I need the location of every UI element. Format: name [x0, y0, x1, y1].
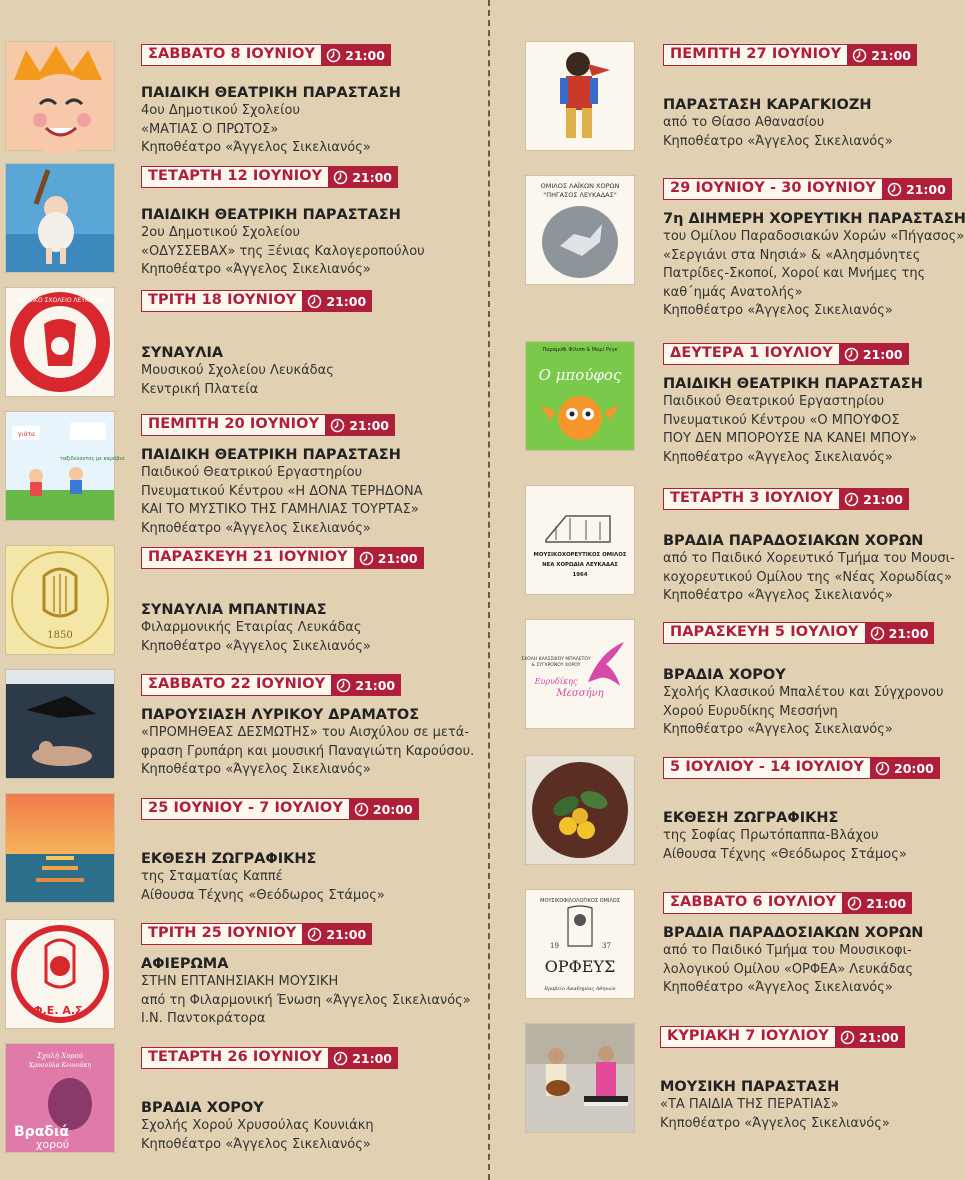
thumb-prometheus-eagle [6, 670, 114, 778]
event-date: ΚΥΡΙΑΚΗ 7 ΙΟΥΛΙΟΥ [660, 1026, 836, 1048]
date-badge [141, 798, 419, 820]
event-left-5 [141, 673, 474, 780]
event-time: 21:00 [345, 47, 385, 63]
event-date: ΣΑΒΒΑΤΟ 22 ΙΟΥΝΙΟΥ [141, 674, 332, 696]
thumb-ballet-text-4: Μεσσήνη [556, 688, 604, 699]
event-time: 21:00 [866, 895, 907, 911]
event-line: Χορού Ευρυδίκης Μεσσήνη [663, 703, 838, 719]
thumb-orfeas-text-5: Βραβείο Ακαδημίας Αθηνών [544, 986, 616, 992]
date-badge [141, 414, 395, 436]
clock-icon [852, 48, 867, 63]
event-left-1 [141, 165, 425, 280]
event-title: ΑΦΙΕΡΩΜΑ [141, 956, 229, 972]
event-date: ΣΑΒΒΑΤΟ 6 ΙΟΥΛΙΟΥ [663, 892, 843, 914]
date-badge [663, 343, 909, 365]
event-date: 5 ΙΟΥΛΙΟΥ - 14 ΙΟΥΛΙΟΥ [663, 757, 871, 779]
event-line: Πνευματικού Κέντρου «Η ΔΟΝΑ ΤΕΡΗΔΟΝΑ [141, 483, 423, 499]
clock-icon [326, 48, 341, 63]
event-line: Κηποθέατρο «Άγγελος Σικελιανός» [141, 762, 371, 777]
event-time: 20:00 [894, 760, 934, 776]
thumb-boufos-text-1: Παραμύθι Φίλιππ & Μαρί Ρεγκ [542, 347, 618, 353]
event-line: Κηποθέατρο «Άγγελος Σικελιανός» [663, 980, 893, 995]
event-line: Κηποθέατρο «Άγγελος Σικελιανός» [141, 140, 371, 155]
event-date: 29 ΙΟΥΝΙΟΥ - 30 ΙΟΥΝΙΟΥ [663, 178, 883, 200]
thumb-nea-choir-logo [526, 486, 634, 594]
event-time: 21:00 [326, 293, 367, 309]
event-line: φραση Γρυπάρη και μουσική Παναγιώτη Καρούσου. [141, 743, 475, 759]
event-time: 21:00 [858, 1029, 899, 1045]
event-time-badge [329, 166, 398, 188]
event-right-7 [660, 1025, 905, 1133]
event-line: καθ΄ημάς Ανατολής» [663, 284, 803, 300]
event-date: ΤΡΙΤΗ 18 ΙΟΥΝΙΟΥ [141, 290, 303, 312]
event-line: «ΟΔΥΣΣΕΒΑΧ» της Ξένιας Καλογεροπούλου [141, 243, 425, 259]
event-line: ΣΤΗΝ ΕΠΤΑΝΗΣΙΑΚΗ ΜΟΥΣΙΚΗ [141, 974, 339, 989]
event-title: ΒΡΑΔΙΑ ΠΑΡΑΔΟΣΙΑΚΩΝ ΧΟΡΩΝ [663, 925, 924, 941]
event-time-badge [329, 1047, 398, 1069]
thumb-boufos-title: Ο μπούφος [538, 366, 622, 384]
event-line: της Σοφίας Πρωτόπαππα-Βλάχου [663, 828, 879, 843]
event-time-badge [303, 923, 372, 945]
column-divider [488, 0, 490, 1180]
event-time-badge [866, 622, 935, 644]
clock-icon [847, 896, 862, 911]
event-title: ΒΡΑΔΙΑ ΠΑΡΑΔΟΣΙΑΚΩΝ ΧΟΡΩΝ [663, 533, 924, 549]
thumb-sunset-painting [6, 794, 114, 902]
event-right-4 [663, 621, 943, 740]
event-line: Κηποθέατρο «Άγγελος Σικελιανός» [141, 262, 371, 277]
thumb-dance-text-4: χορού [36, 1138, 70, 1151]
event-line: από το Παιδικό Χορευτικό Τμήμα του Μουσι- [663, 551, 955, 566]
thumb-choir-text-2: ΝΕΑ ΧΟΡΩΔΙΑ ΛΕΥΚΑΔΑΣ [542, 562, 618, 568]
event-left-8 [141, 1046, 398, 1154]
thumb-crown-child [6, 42, 114, 150]
event-time-badge [840, 343, 909, 365]
event-date: ΔΕΥΤΕΡΑ 1 ΙΟΥΛΙΟΥ [663, 343, 840, 365]
clock-icon [333, 170, 348, 185]
thumb-orfeas-text-1: ΜΟΥΣΙΚΟΦΙΛΟΛΟΓΙΚΟΣ ΟΜΙΛΟΣ [540, 898, 620, 904]
event-line: Κηποθέατρο «Άγγελος Σικελιανός» [663, 133, 893, 149]
date-badge [663, 892, 912, 914]
clock-icon [887, 182, 902, 197]
clock-icon [336, 678, 351, 693]
event-line: «ΜΑΤΙΑΣ Ο ΠΡΩΤΟΣ» [141, 121, 279, 137]
event-time-badge [350, 798, 419, 820]
thumb-dance-text-2: Χρυσούλα Κουνιάκη [29, 1062, 91, 1069]
event-left-7 [141, 922, 471, 1029]
date-badge [663, 622, 934, 644]
event-line: κοχορευτικού Ομίλου της «Νέας Χορωδίας» [663, 569, 952, 585]
event-line: Παιδικού Θεατρικού Εργαστηρίου [663, 394, 885, 409]
event-line: Αίθουσα Τέχνης «Θεόδωρος Στάμος» [141, 887, 385, 903]
date-badge [141, 166, 398, 188]
event-line: Κηποθέατρο «Άγγελος Σικελιανός» [660, 1115, 890, 1131]
event-time: 21:00 [862, 346, 903, 362]
date-badge [660, 1026, 905, 1048]
event-time-badge [843, 892, 912, 914]
event-line: από τη Φιλαρμονική Ένωση «Άγγελος Σικελιανός» [141, 992, 471, 1008]
event-line: «ΤΑ ΠΑΙΔΙΑ ΤΗΣ ΠΕΡΑΤΙΑΣ» [660, 1097, 839, 1112]
event-time: 21:00 [906, 181, 946, 197]
event-right-2 [663, 342, 923, 467]
thumb-ballet-school-logo [521, 620, 634, 728]
thumb-boufos-book [526, 342, 634, 450]
event-time-badge [840, 488, 909, 510]
clock-icon [840, 1030, 855, 1045]
event-title: ΕΚΘΕΣΗ ΖΩΓΡΑΦΙΚΗΣ [663, 810, 839, 826]
event-time-badge [848, 44, 917, 66]
thumb-pegasus-text-2: "ΠΗΓΑΣΟΣ ΛΕΥΚΑΔΑΣ" [543, 191, 617, 199]
thumb-dance-text-1: Σχολή Χορού [36, 1052, 84, 1060]
clock-icon [844, 347, 859, 362]
date-badge [141, 923, 372, 945]
thumb-fe-text: Φ.Ε. Α.Σ. [33, 1004, 87, 1017]
thumb-dona-text-2: ταξιδεύοντας με καράβια [60, 456, 125, 462]
thumb-music-school-logo [6, 288, 114, 396]
event-title: ΠΑΙΔΙΚΗ ΘΕΑΤΡΙΚΗ ΠΑΡΑΣΤΑΣΗ [141, 447, 401, 463]
thumb-orfeas-text-2: 19 [550, 942, 559, 950]
event-left-0 [141, 43, 401, 158]
event-line: Αίθουσα Τέχνης «Θεόδωρος Στάμος» [663, 846, 907, 862]
clock-icon [307, 294, 322, 309]
event-line: Πνευματικού Κέντρου «Ο ΜΠΟΥΦΟΣ [663, 412, 900, 428]
event-line: Κηποθέατρο «Άγγελος Σικελιανός» [141, 520, 371, 536]
date-badge [663, 488, 909, 510]
event-date: ΠΑΡΑΣΚΕΥΗ 5 ΙΟΥΛΙΟΥ [663, 622, 866, 644]
event-left-2 [141, 289, 372, 399]
event-right-3 [663, 487, 955, 606]
event-right-6 [663, 891, 923, 998]
event-right-5 [663, 756, 940, 864]
event-line: ΠΟΥ ΔΕΝ ΜΠΟΡΟΥΣΕ ΝΑ ΚΑΝΕΙ ΜΠΟΥ» [663, 431, 918, 446]
event-time-badge [355, 547, 424, 569]
thumb-musicians-photo [526, 1024, 634, 1132]
thumb-dona-text-1: γιάτα [18, 431, 36, 438]
event-line: από το Παιδικό Τμήμα του Μουσικοφι- [663, 943, 912, 958]
thumb-orfeas-logo [526, 890, 634, 998]
event-title: ΣΥΝΑΥΛΙΑ [141, 345, 224, 361]
event-line: Παιδικού Θεατρικού Εργαστηρίου [141, 465, 363, 480]
event-date: ΤΕΤΑΡΤΗ 26 ΙΟΥΝΙΟΥ [141, 1047, 329, 1069]
event-line: του Ομίλου Παραδοσιακών Χορών «Πήγασος» [663, 229, 965, 244]
event-left-4 [141, 546, 424, 656]
event-title: ΒΡΑΔΙΑ ΧΟΡΟΥ [141, 1100, 264, 1116]
thumb-karagiozis [526, 42, 634, 150]
date-badge [663, 178, 952, 200]
thumb-philharmonic-emblem [6, 546, 114, 654]
date-badge [141, 674, 401, 696]
clock-icon [875, 761, 890, 776]
event-line: Μουσικού Σχολείου Λευκάδας [141, 363, 334, 378]
event-time: 21:00 [352, 1050, 393, 1066]
event-time: 21:00 [326, 926, 367, 942]
thumb-choir-text-3: 1964 [572, 572, 588, 578]
thumb-choir-text-1: ΜΟΥΣΙΚΟΧΟΡΕΥΤΙΚΟΣ ΟΜΙΛΟΣ [533, 552, 627, 558]
event-line: Ι.Ν. Παντοκράτορα [141, 1011, 266, 1026]
event-time-badge [332, 674, 401, 696]
event-line: Φιλαρμονικής Εταιρίας Λευκάδας [141, 620, 362, 635]
date-badge [141, 547, 424, 569]
event-time: 20:00 [372, 801, 413, 817]
event-title: ΠΑΡΟΥΣΙΑΣΗ ΛΥΡΙΚΟΥ ΔΡΑΜΑΤΟΣ [141, 707, 420, 723]
thumb-music-school-text: ΜΟΥΣΙΚΟ ΣΧΟΛΕΙΟ ΛΕΥΚΑΔΑΣ [14, 297, 106, 304]
event-time-badge [322, 44, 391, 66]
event-date: ΤΕΤΑΡΤΗ 12 ΙΟΥΝΙΟΥ [141, 166, 329, 188]
event-line: Σχολής Χορού Χρυσούλας Κουνιάκη [141, 1118, 374, 1133]
clock-icon [359, 551, 374, 566]
event-line: Κηποθέατρο «Άγγελος Σικελιανός» [141, 638, 371, 654]
thumb-still-life-painting [526, 756, 634, 864]
event-right-1 [663, 177, 966, 321]
event-line: 4ου Δημοτικού Σχολείου [141, 103, 301, 118]
event-line: Κηποθέατρο «Άγγελος Σικελιανός» [663, 588, 893, 603]
event-date: ΤΡΙΤΗ 25 ΙΟΥΝΙΟΥ [141, 923, 303, 945]
thumb-pegasus-text-1: ΟΜΙΛΟΣ ΛΑΪΚΩΝ ΧΟΡΩΝ [540, 182, 620, 190]
thumb-dance-school-poster [6, 1044, 114, 1152]
thumb-orfeas-text-3: 37 [602, 942, 611, 950]
event-line: Κηποθέατρο «Άγγελος Σικελιανός» [663, 303, 893, 318]
event-line: «Σεργιάνι στα Νησιά» & «Αλησμόνητες [663, 247, 921, 263]
event-time: 21:00 [377, 550, 418, 566]
clock-icon [354, 802, 369, 817]
event-line: Σχολής Κλασικού Μπαλέτου και Σύγχρονου [663, 685, 944, 700]
event-line: Κηποθέατρο «Άγγελος Σικελιανός» [663, 449, 893, 465]
event-time-badge [871, 757, 940, 779]
event-date: ΣΑΒΒΑΤΟ 8 ΙΟΥΝΙΟΥ [141, 44, 322, 66]
event-title: 7η ΔΙΗΜΕΡΗ ΧΟΡΕΥΤΙΚΗ ΠΑΡΑΣΤΑΣΗ [663, 211, 966, 227]
event-time-badge [326, 414, 395, 436]
event-title: ΒΡΑΔΙΑ ΧΟΡΟΥ [663, 667, 786, 683]
event-line: Κηποθέατρο «Άγγελος Σικελιανός» [663, 722, 893, 737]
event-time: 21:00 [871, 47, 911, 63]
thumb-fe-as-logo [6, 920, 114, 1028]
event-line: Κεντρική Πλατεία [141, 381, 259, 397]
event-time: 21:00 [349, 417, 389, 433]
date-badge [663, 757, 940, 779]
thumb-philharmonic-year: 1850 [47, 630, 73, 641]
event-title: ΠΑΙΔΙΚΗ ΘΕΑΤΡΙΚΗ ΠΑΡΑΣΤΑΣΗ [141, 85, 401, 101]
event-time-badge [303, 290, 372, 312]
event-title: ΣΥΝΑΥΛΙΑ ΜΠΑΝΤΙΝΑΣ [141, 602, 327, 618]
clock-icon [330, 418, 345, 433]
event-right-0 [663, 43, 917, 151]
event-line: λολογικού Ομίλου «ΟΡΦΕΑ» Λευκάδας [663, 961, 914, 977]
thumb-odysseus-drawing [6, 164, 114, 272]
event-line: από το Θίασο Αθανασίου [663, 115, 825, 130]
event-time-badge [883, 178, 952, 200]
thumb-dona-children [6, 412, 125, 520]
event-date: ΠΑΡΑΣΚΕΥΗ 21 ΙΟΥΝΙΟΥ [141, 547, 355, 569]
event-time: 21:00 [355, 677, 396, 693]
event-line: ΚΑΙ ΤΟ ΜΥΣΤΙΚΟ ΤΗΣ ΓΑΜΗΛΙΑΣ ΤΟΥΡΤΑΣ» [141, 502, 419, 517]
event-date: 25 ΙΟΥΝΙΟΥ - 7 ΙΟΥΛΙΟΥ [141, 798, 350, 820]
clock-icon [844, 492, 859, 507]
event-left-3 [141, 413, 423, 538]
thumb-ballet-text-3: Ευρυδίκης [534, 677, 578, 686]
date-badge [663, 44, 917, 66]
date-badge [141, 290, 372, 312]
thumb-ballet-text-1: ΣΧΟΛΗ ΚΛΑΣΣΙΚΟΥ ΜΠΑΛΕΤΟΥ [521, 657, 591, 662]
event-line: 2ου Δημοτικού Σχολείου [141, 225, 301, 240]
event-title: ΠΑΙΔΙΚΗ ΘΕΑΤΡΙΚΗ ΠΑΡΑΣΤΑΣΗ [663, 376, 923, 392]
event-date: ΠΕΜΠΤΗ 20 ΙΟΥΝΙΟΥ [141, 414, 326, 436]
event-time: 21:00 [863, 491, 903, 507]
event-line: Κηποθέατρο «Άγγελος Σικελιανός» [141, 1136, 371, 1152]
event-line: της Σταματίας Καππέ [141, 869, 283, 884]
event-date: ΤΕΤΑΡΤΗ 3 ΙΟΥΛΙΟΥ [663, 488, 840, 510]
event-title: ΕΚΘΕΣΗ ΖΩΓΡΑΦΙΚΗΣ [141, 851, 317, 867]
event-time: 21:00 [888, 625, 929, 641]
event-title: ΠΑΡΑΣΤΑΣΗ ΚΑΡΑΓΚΙΟΖΗ [663, 97, 872, 113]
thumb-ballet-text-2: & ΣΥΓΧΡΟΝΟΥ ΧΟΡΟΥ [531, 663, 581, 668]
thumb-orfeas-text-4: ΟΡΦΕΥΣ [544, 957, 616, 976]
event-date: ΠΕΜΠΤΗ 27 ΙΟΥΝΙΟΥ [663, 44, 848, 66]
thumb-pegasus-logo [526, 176, 634, 284]
event-line: «ΠΡΟΜΗΘΕΑΣ ΔΕΣΜΩΤΗΣ» του Αισχύλου σε μετά- [141, 725, 470, 740]
event-left-6 [141, 797, 419, 905]
event-title: ΜΟΥΣΙΚΗ ΠΑΡΑΣΤΑΣΗ [660, 1079, 840, 1095]
clock-icon [333, 1051, 348, 1066]
date-badge [141, 1047, 398, 1069]
event-time: 21:00 [352, 169, 393, 185]
clock-icon [870, 626, 885, 641]
clock-icon [307, 927, 322, 942]
event-title: ΠΑΙΔΙΚΗ ΘΕΑΤΡΙΚΗ ΠΑΡΑΣΤΑΣΗ [141, 207, 401, 223]
event-line: Πατρίδες-Σκοποί, Χοροί και Μνήμες της [663, 266, 926, 281]
event-time-badge [836, 1026, 905, 1048]
date-badge [141, 44, 391, 66]
thumb-dance-text-3: Βραδιά [14, 1124, 70, 1140]
